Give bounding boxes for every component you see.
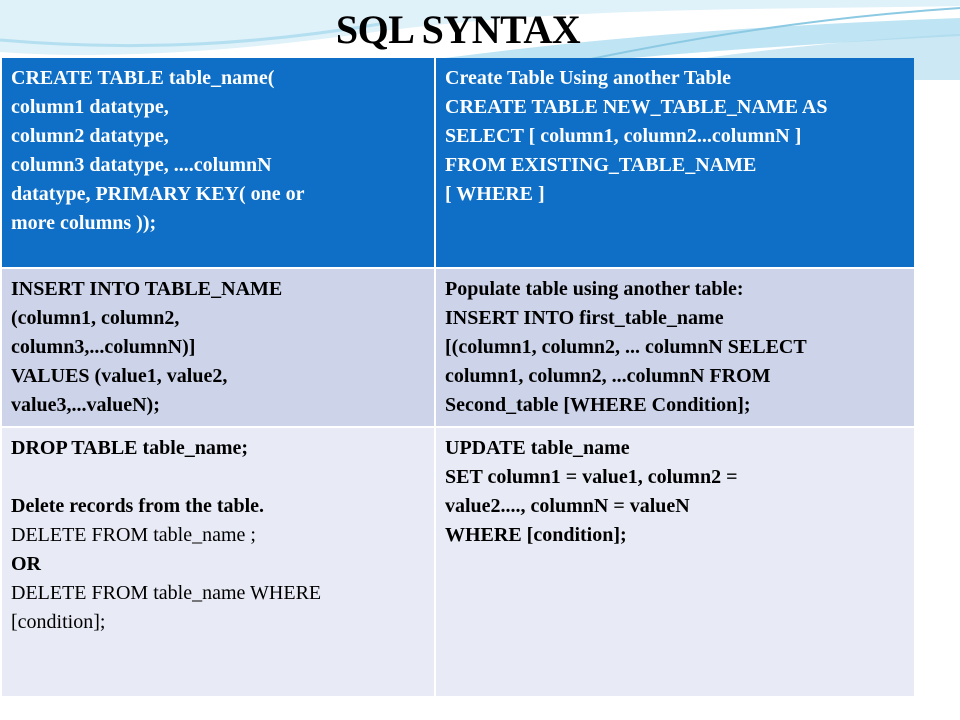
spacer [11, 463, 426, 492]
cell-line: column1, column2, ...columnN FROM [445, 365, 771, 387]
cell-line: DELETE FROM table_name ; [11, 524, 256, 546]
cell-line: [ WHERE ] [445, 183, 545, 205]
sql-syntax-table [2, 58, 914, 696]
cell-line: more columns )); [11, 212, 157, 234]
cell-line: datatype, PRIMARY KEY( one or [11, 183, 305, 205]
table-row [2, 427, 914, 696]
create-table-cell [2, 58, 435, 268]
populate-table-cell [435, 268, 914, 427]
table-row [2, 268, 914, 427]
drop-delete-cell [2, 427, 435, 696]
cell-line: FROM EXISTING_TABLE_NAME [445, 154, 757, 176]
cell-line: DROP TABLE table_name; [11, 437, 249, 459]
cell-line: INSERT INTO first_table_name [445, 307, 724, 329]
cell-line: CREATE TABLE NEW_TABLE_NAME AS [445, 96, 828, 118]
cell-line: WHERE [condition]; [445, 524, 627, 546]
cell-line: column3 datatype, ....columnN [11, 154, 272, 176]
cell-line: value3,...valueN); [11, 394, 160, 416]
cell-line: column2 datatype, [11, 125, 169, 147]
cell-line: Delete records from the table. [11, 495, 265, 517]
slide-title: SQL SYNTAX [335, 7, 581, 52]
cell-line: [(column1, column2, ... columnN SELECT [445, 336, 807, 358]
cell-line: Populate table using another table: [445, 278, 744, 300]
cell-line: [condition]; [11, 611, 106, 633]
cell-line: DELETE FROM table_name WHERE [11, 582, 322, 604]
cell-line: Second_table [WHERE Condition]; [445, 394, 751, 416]
cell-line: INSERT INTO TABLE_NAME [11, 278, 283, 300]
cell-line: UPDATE table_name [445, 437, 630, 459]
create-table-as-cell [435, 58, 914, 268]
insert-into-cell [2, 268, 435, 427]
table-row [2, 58, 914, 268]
cell-line: Create Table Using another Table [445, 67, 731, 89]
cell-line: SET column1 = value1, column2 = [445, 466, 738, 488]
cell-line: (column1, column2, [11, 307, 180, 329]
cell-line: CREATE TABLE table_name( [11, 67, 275, 89]
cell-line: OR [11, 553, 41, 575]
cell-line: value2...., columnN = valueN [445, 495, 690, 517]
cell-line: VALUES (value1, value2, [11, 365, 228, 387]
cell-line: SELECT [ column1, column2...columnN ] [445, 125, 802, 147]
cell-line: column1 datatype, [11, 96, 169, 118]
cell-line: column3,...columnN)] [11, 336, 196, 358]
update-table-cell [435, 427, 914, 696]
